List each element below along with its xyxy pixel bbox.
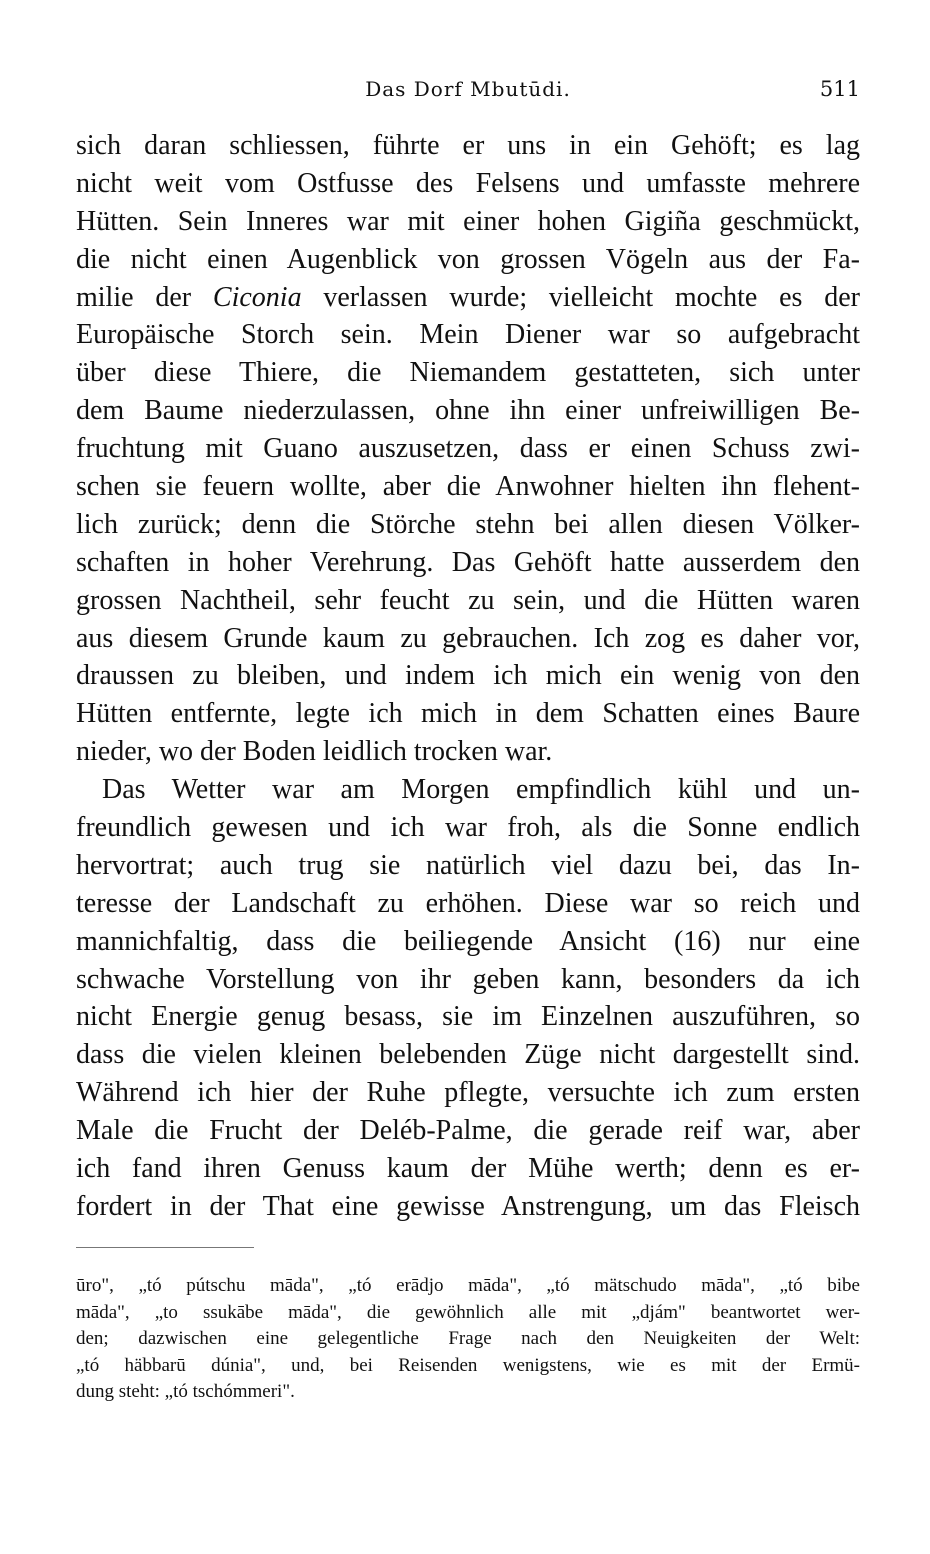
- text-line: nicht Energie genug besass, sie im Einzelnen auszuführen, so: [76, 1001, 860, 1033]
- text-line: fruchtung mit Guano auszusetzen, dass er einen Schuss zwi-: [76, 433, 860, 465]
- page-header: [76, 72, 860, 106]
- text-line: ich fand ihren Genuss kaum der Mühe werth; denn es er-: [76, 1153, 860, 1185]
- text-line: sich daran schliessen, führte er uns in ein Gehöft; es lag: [76, 130, 860, 161]
- footnote-line: ūro", „tó pútschu māda", „tó erādjo māda", „tó mätschudo māda", „tó bibe: [76, 1275, 860, 1296]
- text-segment: milie der: [76, 281, 213, 313]
- footnote-line: den; dazwischen eine gelegentliche Frage nach den Neuigkeiten der Welt:: [76, 1328, 860, 1349]
- footnote-line: dung steht: „tó tschómmeri".: [76, 1381, 295, 1402]
- text-line: grossen Nachtheil, sehr feucht zu sein, und die Hütten waren: [76, 584, 860, 616]
- text-line: draussen zu bleiben, und indem ich mich ein wenig von den: [76, 660, 860, 692]
- text-line: schwache Vorstellung von ihr geben kann, besonders da ich: [76, 963, 860, 995]
- paragraph-start-line: Das Wetter war am Morgen empfindlich kühl und un-: [102, 774, 860, 806]
- text-line: mannichfaltig, dass die beiliegende Ansicht (16) nur eine: [76, 925, 860, 957]
- text-line: schen sie feuern wollte, aber die Anwohner hielten ihn flehent-: [76, 471, 860, 503]
- text-line: Hütten entfernte, legte ich mich in dem Schatten eines Baure: [76, 698, 860, 730]
- text-line: schaften in hoher Verehrung. Das Gehöft hatte ausserdem den: [76, 546, 860, 578]
- paragraph-end-line: nieder, wo der Boden leidlich trocken war.: [76, 736, 553, 768]
- footnote-line: „tó häbbarū dúnia", und, bei Reisenden wenigstens, wie es mit der Ermü-: [76, 1354, 860, 1376]
- text-line: über diese Thiere, die Niemandem gestatteten, sich unter: [76, 357, 860, 389]
- text-line: die nicht einen Augenblick von grossen Vögeln aus der Fa-: [76, 243, 860, 275]
- footnote-line: māda", „to ssukābe māda", die gewöhnlich alle mit „djám" beantwortet wer-: [76, 1301, 860, 1323]
- text-line: hervortrat; auch trug sie natürlich viel dazu bei, das In-: [76, 849, 860, 881]
- text-line: Europäische Storch sein. Mein Diener war so aufgebracht: [76, 319, 860, 351]
- text-line: Während ich hier der Ruhe pflegte, versuchte ich zum ersten: [76, 1077, 860, 1109]
- text-line: dass die vielen kleinen belebenden Züge nicht dargestellt sind.: [76, 1039, 860, 1071]
- text-line: aus diesem Grunde kaum zu gebrauchen. Ich zog es daher vor,: [76, 622, 860, 654]
- text-line: nicht weit vom Ostfusse des Felsens und umfasste mehrere: [76, 167, 860, 199]
- text-line: Male die Frucht der Deléb-Palme, die gerade reif war, aber: [76, 1115, 860, 1147]
- footnote: [76, 1273, 860, 1406]
- italic-genus-name: Ciconia: [212, 281, 302, 313]
- running-title: Das Dorf Mbutūdi.: [365, 77, 571, 101]
- body-text: [76, 127, 860, 1226]
- text-line: dem Baume niederzulassen, ohne ihn einer unfreiwilligen Be-: [76, 395, 860, 427]
- text-line-with-italic: [76, 279, 860, 317]
- footnote-divider: [76, 1247, 254, 1248]
- page-number: 511: [819, 77, 860, 101]
- text-segment: verlassen wurde; vielleicht mochte es der: [301, 281, 860, 313]
- text-line: freundlich gewesen und ich war froh, als die Sonne endlich: [76, 812, 860, 844]
- text-line: fordert in der That eine gewisse Anstrengung, um das Fleisch: [76, 1190, 860, 1222]
- text-line: teresse der Landschaft zu erhöhen. Diese war so reich und: [76, 887, 860, 919]
- text-line: Hütten. Sein Inneres war mit einer hohen Gigiña geschmückt,: [76, 205, 860, 237]
- text-line: lich zurück; denn die Störche stehn bei allen diesen Völker-: [76, 508, 860, 540]
